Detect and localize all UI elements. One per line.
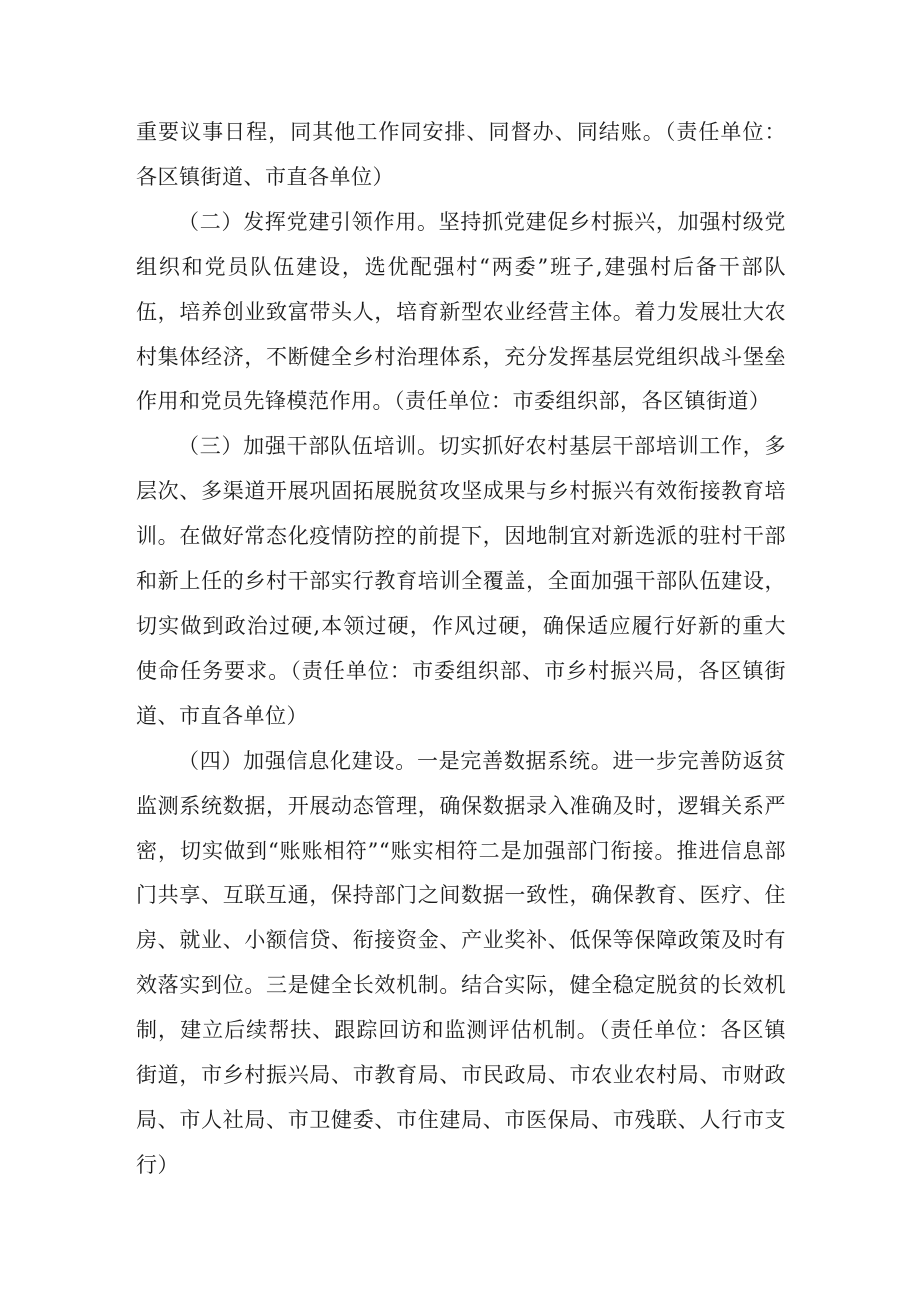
paragraph-cadre-training: （三）加强干部队伍培训。切实抓好农村基层干部培训工作，多层次、多渠道开展巩固拓展脱贫攻坚成果与乡村振兴有效衔接教育培训。在做好常态化疫情防控的前提下，因地制宜对新选派的驻村干部和新上任的乡村干部实行教育培训全覆盖，全面加强干部队伍建设，切实做到政治过硬,本领过硬，作风过硬，确保适应履行好新的重大使命任务要求。（责任单位：市委组织部、市乡村振兴局，各区镇街道、市直各单位） [136,434,786,728]
paragraph-informatization: （四）加强信息化建设。一是完善数据系统。进一步完善防返贫监测系统数据，开展动态管理，确保数据录入准确及时，逻辑关系严密，切实做到“账账相符”“账实相符二是加强部门衔接。推进信息部门共享、互联互通，保持部门之间数据一致性，确保教育、医疗、住房、就业、小额信贷、衔接资金、产业奖补、低保等保障政策及时有效落实到位。三是健全长效机制。结合实际，健全稳定脱贫的长效机制，建立后续帮扶、跟踪回访和监测评估机制。（责任单位：各区镇街道，市乡村振兴局、市教育局、市民政局、市农业农村局、市财政局、市人社局、市卫健委、市住建局、市医保局、市残联、人行市支行） [136,748,786,1177]
paragraph-continuation: 重要议事日程，同其他工作同安排、同督办、同结账。（责任单位：各区镇街道、市直各单位） [136,120,786,189]
paragraph-party-building: （二）发挥党建引领作用。坚持抓党建促乡村振兴，加强村级党组织和党员队伍建设，选优配强村“两委”班子,建强村后备干部队伍，培养创业致富带头人，培育新型农业经营主体。着力发展壮大农村集体经济，不断健全乡村治理体系，充分发挥基层党组织战斗堡垒作用和党员先锋模范作用。（责任单位：市委组织部，各区镇街道） [136,209,786,414]
document-body [136,110,786,1188]
